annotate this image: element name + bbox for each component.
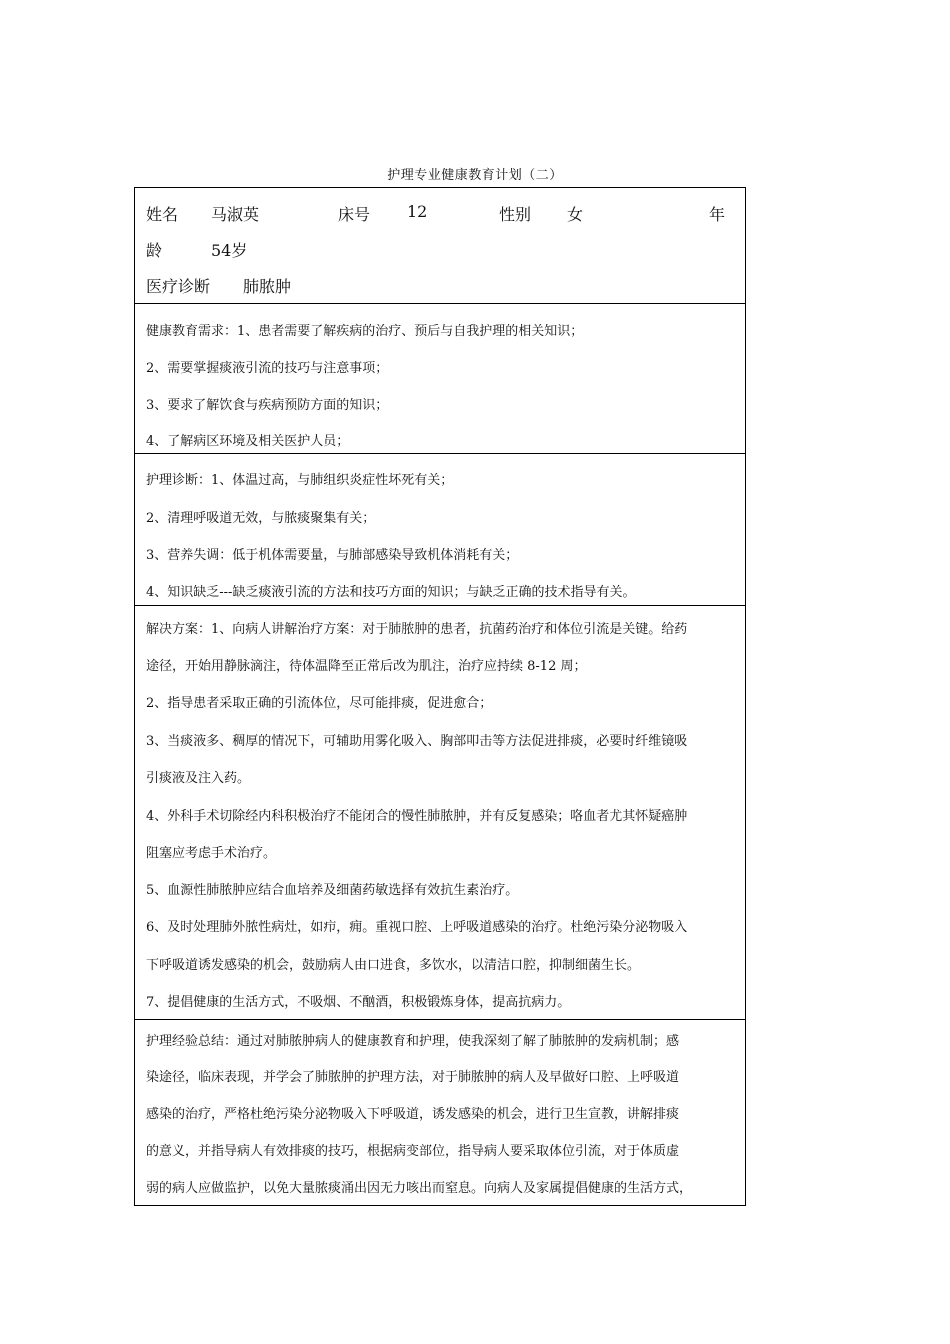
solution-line: 途径，开始用静脉滴注，待体温降至正常后改为肌注，治疗应持续 8-12 周；	[146, 659, 587, 674]
diagnosis-line: 3、营养失调：低于机体需要量，与肺部感染导致机体消耗有关；	[146, 548, 519, 563]
gender-label: 性别	[499, 205, 532, 224]
summary-line: 染途径，临床表现，并学会了肺脓肿的护理方法，对于肺脓肿的病人及早做好口腔、上呼吸道	[146, 1070, 680, 1085]
solution-line: 7、提倡健康的生活方式，不吸烟、不酗酒，积极锻炼身体，提高抗病力。	[146, 995, 571, 1010]
solution-line: 引痰液及注入药。	[146, 771, 251, 786]
solutions-section	[134, 606, 746, 1020]
bed-label: 床号	[338, 205, 371, 224]
solution-line: 下呼吸道诱发感染的机会，鼓励病人由口进食，多饮水，以清洁口腔，抑制细菌生长。	[146, 958, 641, 973]
document-title: 护理专业健康教育计划（二）	[387, 168, 563, 183]
bed-number: 12	[407, 202, 428, 221]
solution-line: 4、外科手术切除经内科积极治疗不能闭合的慢性肺脓肿，并有反复感染；咯血者尤其怀疑癌肿	[146, 809, 688, 824]
age-label-part1: 年	[709, 205, 726, 224]
diagnosis-line: 4、知识缺乏---缺乏痰液引流的方法和技巧方面的知识；与缺乏正确的技术指导有关。	[146, 585, 636, 600]
needs-line: 健康教育需求：1、患者需要了解疾病的治疗、预后与自我护理的相关知识；	[146, 324, 584, 339]
patient-name: 马淑英	[211, 205, 260, 224]
solution-line: 5、血源性肺脓肿应结合血培养及细菌药敏选择有效抗生素治疗。	[146, 883, 519, 898]
age-value: 54岁	[211, 241, 248, 260]
needs-line: 3、要求了解饮食与疾病预防方面的知识；	[146, 398, 389, 413]
summary-line: 护理经验总结：通过对肺脓肿病人的健康教育和护理，使我深刻了解了肺脓肿的发病机制；感	[146, 1034, 680, 1049]
solution-line: 解决方案：1、向病人讲解治疗方案：对于肺脓肿的患者，抗菌药治疗和体位引流是关键。给药	[146, 622, 688, 637]
diagnosis-label: 医疗诊断	[146, 277, 211, 296]
education-needs-section	[134, 304, 746, 454]
solution-line: 6、及时处理肺外脓性病灶，如疖，痈。重视口腔、上呼吸道感染的治疗。杜绝污染分泌物吸入	[146, 920, 688, 935]
solution-line: 3、当痰液多、稠厚的情况下，可辅助用雾化吸入、胸部叩击等方法促进排痰，必要时纤维镜吸	[146, 734, 688, 749]
gender-value: 女	[567, 205, 584, 224]
age-label-part2: 龄	[146, 241, 163, 260]
summary-line: 感染的治疗，严格杜绝污染分泌物吸入下呼吸道，诱发感染的机会，进行卫生宣教，讲解排痰	[146, 1107, 680, 1122]
diagnosis-value: 肺脓肿	[243, 277, 292, 296]
needs-line: 4、了解病区环境及相关医护人员；	[146, 434, 350, 449]
needs-line: 2、需要掌握痰液引流的技巧与注意事项；	[146, 361, 389, 376]
solution-line: 阻塞应考虑手术治疗。	[146, 846, 277, 861]
name-label: 姓名	[146, 205, 179, 224]
solution-line: 2、指导患者采取正确的引流体位，尽可能排痰，促进愈合；	[146, 696, 493, 711]
patient-info-section	[134, 187, 746, 304]
diagnosis-line: 2、清理呼吸道无效，与脓痰聚集有关；	[146, 511, 376, 526]
experience-summary-section	[134, 1020, 746, 1206]
nursing-diagnosis-section	[134, 454, 746, 606]
summary-line: 的意义，并指导病人有效排痰的技巧，根据病变部位，指导病人要采取体位引流，对于体质虚	[146, 1144, 680, 1159]
diagnosis-line: 护理诊断：1、体温过高，与肺组织炎症性坏死有关；	[146, 473, 454, 488]
summary-line: 弱的病人应做监护，以免大量脓痰涌出因无力咳出而窒息。向病人及家属提倡健康的生活方式，	[146, 1181, 693, 1196]
